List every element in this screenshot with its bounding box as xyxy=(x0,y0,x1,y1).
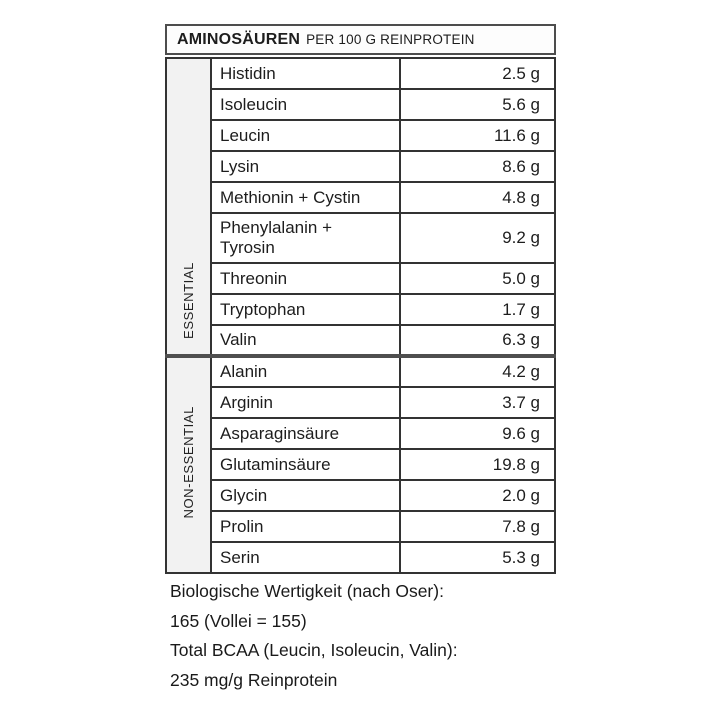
table-row xyxy=(166,182,555,213)
table-row xyxy=(166,89,555,120)
amino-acids-table-body xyxy=(166,58,555,573)
amino-acid-name: Asparaginsäure xyxy=(211,418,400,449)
amino-acid-name: Valin xyxy=(211,325,400,356)
footer-notes xyxy=(165,577,556,695)
table-row xyxy=(166,387,555,418)
amino-acid-name: Isoleucin xyxy=(211,89,400,120)
amino-acid-name: Threonin xyxy=(211,263,400,294)
amino-acid-value: 4.2 g xyxy=(400,356,555,387)
amino-acid-name: Leucin xyxy=(211,120,400,151)
table-row xyxy=(166,151,555,182)
table-row xyxy=(166,58,555,89)
amino-acid-value: 11.6 g xyxy=(400,120,555,151)
table-row xyxy=(166,418,555,449)
amino-acid-value: 7.8 g xyxy=(400,511,555,542)
table-title: AMINOSÄUREN xyxy=(177,31,301,48)
amino-acid-name: Tryptophan xyxy=(211,294,400,325)
table-row xyxy=(166,263,555,294)
table-row xyxy=(166,213,555,263)
group-category-cell xyxy=(166,58,211,356)
amino-acid-value: 5.6 g xyxy=(400,89,555,120)
amino-acid-name: Arginin xyxy=(211,387,400,418)
amino-acid-name: Methionin + Cystin xyxy=(211,182,400,213)
amino-acid-value: 19.8 g xyxy=(400,449,555,480)
table-header xyxy=(165,24,556,55)
amino-acid-value: 1.7 g xyxy=(400,294,555,325)
amino-acids-table xyxy=(165,57,556,574)
amino-acid-value: 8.6 g xyxy=(400,151,555,182)
amino-acid-value: 5.3 g xyxy=(400,542,555,573)
footer-line: 235 mg/g Reinprotein xyxy=(170,669,338,690)
amino-acid-name: Glycin xyxy=(211,480,400,511)
table-subtitle: PER 100 G REINPROTEIN xyxy=(306,32,475,47)
amino-acid-value: 2.5 g xyxy=(400,58,555,89)
footer-line: Total BCAA (Leucin, Isoleucin, Valin): xyxy=(170,640,458,660)
amino-acid-value: 9.2 g xyxy=(400,213,555,263)
table-row xyxy=(166,325,555,356)
table-row xyxy=(166,294,555,325)
table-row xyxy=(166,480,555,511)
amino-acid-name: Serin xyxy=(211,542,400,573)
amino-acid-name: Histidin xyxy=(211,58,400,89)
group-category-cell xyxy=(166,356,211,573)
amino-acid-value: 5.0 g xyxy=(400,263,555,294)
amino-acid-name: Prolin xyxy=(211,511,400,542)
amino-acid-name: Glutaminsäure xyxy=(211,449,400,480)
group-label: NON-ESSENTIAL xyxy=(181,406,196,519)
amino-acid-value: 6.3 g xyxy=(400,325,555,356)
group-label: ESSENTIAL xyxy=(181,262,196,339)
table-row xyxy=(166,120,555,151)
table-container xyxy=(165,24,556,695)
table-row xyxy=(166,542,555,573)
amino-acid-value: 4.8 g xyxy=(400,182,555,213)
table-row xyxy=(166,449,555,480)
amino-acid-name: Alanin xyxy=(211,356,400,387)
amino-acid-value: 9.6 g xyxy=(400,418,555,449)
amino-acid-name: Phenylalanin + Tyrosin xyxy=(211,213,400,263)
amino-acid-value: 3.7 g xyxy=(400,387,555,418)
amino-acid-name: Lysin xyxy=(211,151,400,182)
table-row xyxy=(166,511,555,542)
footer-line: 165 (Vollei = 155) xyxy=(170,610,307,631)
footer-line: Biologische Wertigkeit (nach Oser): xyxy=(170,581,444,601)
table-row xyxy=(166,356,555,387)
amino-acid-value: 2.0 g xyxy=(400,480,555,511)
